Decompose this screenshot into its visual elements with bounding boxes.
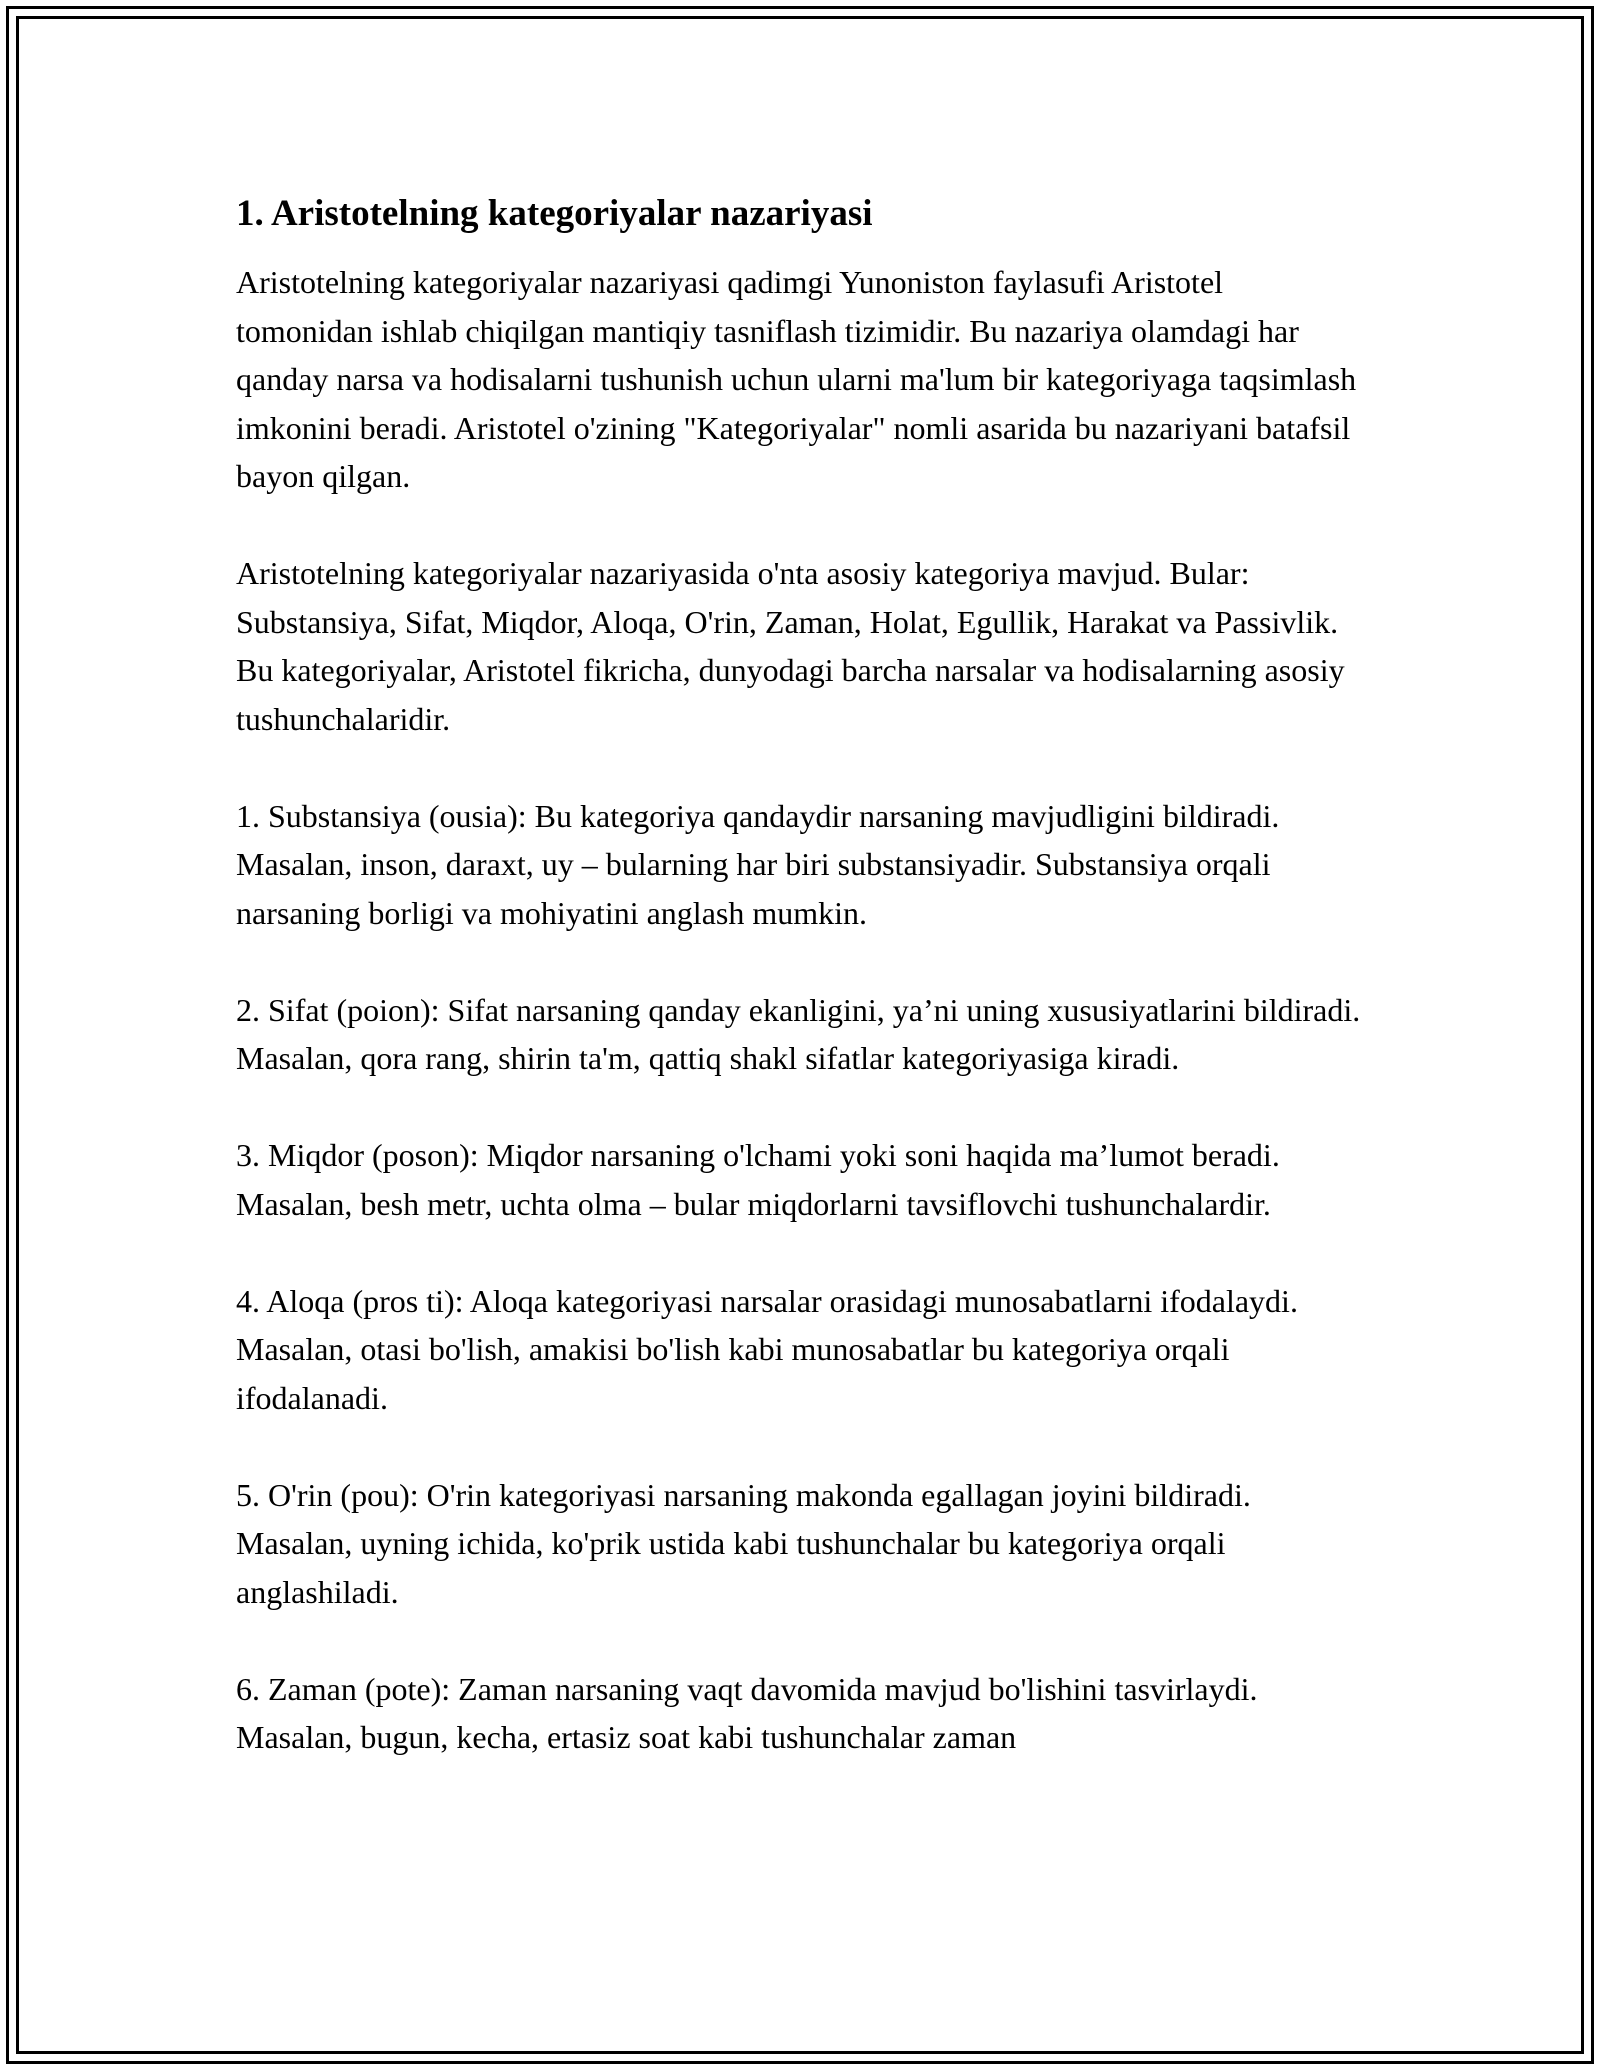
- paragraph-zaman: 6. Zaman (pote): Zaman narsaning vaqt davomida mavjud bo'lishini tasvirlaydi. Masalan, bugun, kecha, ertasiz soat kabi tushunchalar zaman: [236, 1670, 1258, 1755]
- paragraph-miqdor: 3. Miqdor (poson): Miqdor narsaning o'lchami yoki soni haqida ma’lumot beradi. Masalan, besh metr, uchta olma – bular miqdorlarni tavsiflovchi tushunchalardir.: [236, 1137, 1280, 1222]
- paragraph-intro: Aristotelning kategoriyalar nazariyasi qadimgi Yunoniston faylasufi Aristotel tomonidan ishlab chiqilgan mantiqiy tasniflash tizimidir. Bu nazariya olamdagi har qanday narsa va hodisalarni tushunish uchun ularni ma'lum bir kategoriyaga taqsimlash imkonini beradi. Aristotel o'zining "Kategoriyalar" nomli asarida bu nazariyani batafsil bayon qilgan.: [236, 264, 1357, 494]
- paragraph-categories-overview: Aristotelning kategoriyalar nazariyasida o'nta asosiy kategoriya mavjud. Bular: Substansiya, Sifat, Miqdor, Aloqa, O'rin, Zaman, Holat, Egullik, Harakat va Passivlik. Bu kategoriyalar, Aristotel fikricha, dunyodagi barcha narsalar va hodisalarning asosiy tushunchalaridir.: [236, 555, 1345, 737]
- document-title: 1. Aristotelning kategoriyalar nazariyasi: [236, 193, 873, 234]
- paragraph-substansiya: 1. Substansiya (ousia): Bu kategoriya qandaydir narsaning mavjudligini bildiradi. Masalan, inson, daraxt, uy – bularning har biri substansiyadir. Substansiya orqali narsaning borligi va mohiyatini anglash mumkin.: [236, 797, 1280, 931]
- paragraph-aloqa: 4. Aloqa (pros ti): Aloqa kategoriyasi narsalar orasidagi munosabatlarni ifodalaydi. Masalan, otasi bo'lish, amakisi bo'lish kabi munosabatlar bu kategoriya orqali ifodalanadi.: [236, 1282, 1298, 1416]
- paragraph-sifat: 2. Sifat (poion): Sifat narsaning qanday ekanligini, ya’ni uning xususiyatlarini bildiradi. Masalan, qora rang, shirin ta'm, qattiq shakl sifatlar kategoriyasiga kiradi.: [236, 991, 1361, 1076]
- document-body: [236, 188, 1366, 1810]
- paragraph-orin: 5. O'rin (pou): O'rin kategoriyasi narsaning makonda egallagan joyini bildiradi. Masalan, uyning ichida, ko'prik ustida kabi tushunchalar bu kategoriya orqali anglashiladi.: [236, 1476, 1251, 1610]
